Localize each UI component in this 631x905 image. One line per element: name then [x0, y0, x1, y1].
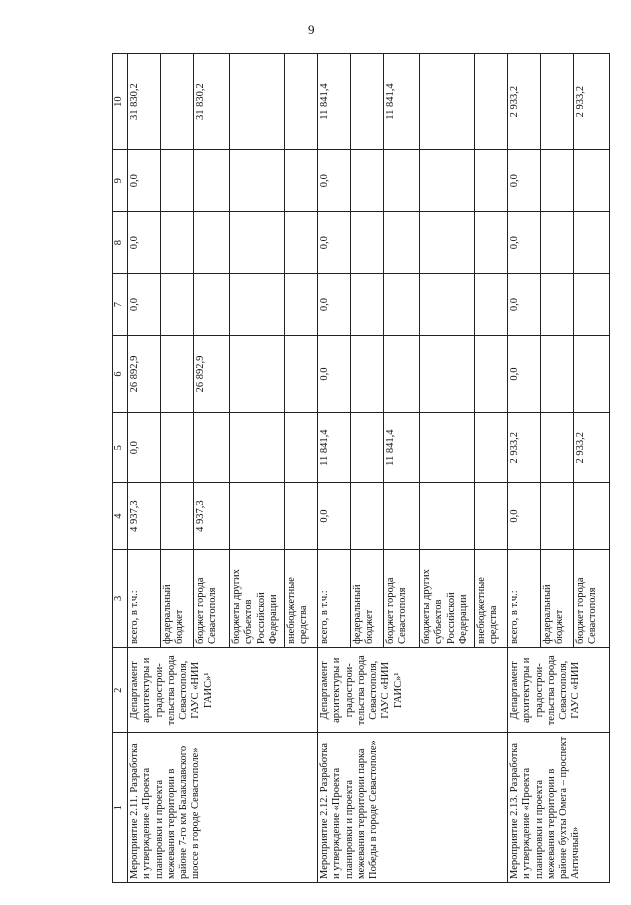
value-col-8: [541, 212, 574, 274]
value-col-9: [384, 150, 420, 212]
value-col-7: [230, 274, 285, 336]
value-col-10: [351, 54, 384, 150]
funding-source: бюджеты других субъектов Российской Федерации: [420, 549, 475, 647]
value-col-6: 0,0: [318, 336, 351, 413]
funding-source: федеральный бюджет: [161, 549, 194, 647]
value-col-8: [384, 212, 420, 274]
value-col-7: [285, 274, 318, 336]
value-col-8: [161, 212, 194, 274]
page-number: 9: [308, 22, 315, 37]
value-col-10: 11 841,4: [384, 54, 420, 150]
value-col-5: [541, 412, 574, 483]
value-col-7: [161, 274, 194, 336]
value-col-7: 0,0: [508, 274, 541, 336]
value-col-9: [351, 150, 384, 212]
value-col-6: [384, 336, 420, 413]
value-col-7: [420, 274, 475, 336]
value-col-4: [230, 483, 285, 549]
header-col-6: 6: [113, 336, 128, 413]
value-col-7: [541, 274, 574, 336]
value-col-4: 4 937,3: [194, 483, 230, 549]
value-col-9: [285, 150, 318, 212]
value-col-5: 0,0: [128, 412, 161, 483]
value-col-9: [475, 150, 508, 212]
value-col-8: 0,0: [128, 212, 161, 274]
value-col-9: [574, 150, 610, 212]
funding-source: бюджет города Севастополя: [574, 549, 610, 647]
value-col-5: 2 933,2: [574, 412, 610, 483]
value-col-10: 2 933,2: [508, 54, 541, 150]
value-col-9: 0,0: [318, 150, 351, 212]
value-col-7: [384, 274, 420, 336]
value-col-4: [285, 483, 318, 549]
header-col-3: 3: [113, 549, 128, 647]
value-col-4: [420, 483, 475, 549]
value-col-8: [574, 212, 610, 274]
header-col-8: 8: [113, 212, 128, 274]
funding-source: федеральный бюджет: [541, 549, 574, 647]
header-col-4: 4: [113, 483, 128, 549]
header-col-1: 1: [113, 733, 128, 883]
value-col-10: [420, 54, 475, 150]
value-col-9: [420, 150, 475, 212]
value-col-10: 2 933,2: [574, 54, 610, 150]
funding-source: внебюджетные средства: [475, 549, 508, 647]
value-col-10: 31 830,2: [128, 54, 161, 150]
funding-table: [112, 53, 610, 883]
rotated-table-container: [112, 53, 599, 883]
funding-source: бюджеты других субъектов Российской Федерации: [230, 549, 285, 647]
value-col-10: 11 841,4: [318, 54, 351, 150]
funding-source: внебюджетные средства: [285, 549, 318, 647]
value-col-6: 0,0: [508, 336, 541, 413]
value-col-10: [230, 54, 285, 150]
activity-executor: Департамент архитектуры и градострои-тельства города Севастополя, ГАУС «НИИ: [508, 648, 610, 733]
value-col-4: [161, 483, 194, 549]
value-col-9: 0,0: [128, 150, 161, 212]
value-col-8: 0,0: [508, 212, 541, 274]
funding-source: всего, в т.ч.:: [318, 549, 351, 647]
value-col-8: [351, 212, 384, 274]
value-col-5: [161, 412, 194, 483]
value-col-6: [351, 336, 384, 413]
value-col-4: [541, 483, 574, 549]
table-row: [508, 54, 541, 883]
value-col-10: [541, 54, 574, 150]
value-col-7: [351, 274, 384, 336]
activity-title: Мероприятие 2.13. Разработка и утверждение «Проекта планировки и проекта межевания территории в районе бухты Омега – проспект Античный»: [508, 733, 610, 883]
value-col-6: [541, 336, 574, 413]
value-col-5: 2 933,2: [508, 412, 541, 483]
value-col-4: 0,0: [318, 483, 351, 549]
value-col-8: [475, 212, 508, 274]
funding-source: всего, в т.ч.:: [128, 549, 161, 647]
funding-source: бюджет города Севастополя: [194, 549, 230, 647]
value-col-10: 31 830,2: [194, 54, 230, 150]
value-col-10: [475, 54, 508, 150]
value-col-8: [285, 212, 318, 274]
value-col-7: [194, 274, 230, 336]
value-col-5: 11 841,4: [318, 412, 351, 483]
value-col-6: 26 892,9: [128, 336, 161, 413]
value-col-6: [285, 336, 318, 413]
value-col-9: [541, 150, 574, 212]
activity-executor: Департамент архитектуры и градострои-тельства города Севастополя, ГАУС «НИИ ГАИС»¹: [128, 648, 318, 733]
value-col-7: [574, 274, 610, 336]
header-row: [113, 54, 128, 883]
value-col-4: 0,0: [508, 483, 541, 549]
value-col-6: [230, 336, 285, 413]
value-col-7: [475, 274, 508, 336]
value-col-4: [384, 483, 420, 549]
activity-title: Мероприятие 2.12. Разработка и утверждение «Проекта планировки и проекта межевания территории парка Победы в городе Севастополе»: [318, 733, 508, 883]
value-col-5: 11 841,4: [384, 412, 420, 483]
table-row: [128, 54, 161, 883]
value-col-5: [475, 412, 508, 483]
table-row: [318, 54, 351, 883]
value-col-6: [420, 336, 475, 413]
funding-source: бюджет города Севастополя: [384, 549, 420, 647]
value-col-5: [230, 412, 285, 483]
header-col-10: 10: [113, 54, 128, 150]
value-col-8: 0,0: [318, 212, 351, 274]
value-col-8: [230, 212, 285, 274]
value-col-7: 0,0: [318, 274, 351, 336]
activity-title: Мероприятие 2.11. Разработка и утверждение «Проекта планировки и проекта межевания территории в районе 7-го км Балаклавского шоссе в городе Севастополе»: [128, 733, 318, 883]
value-col-10: [161, 54, 194, 150]
value-col-4: 4 937,3: [128, 483, 161, 549]
value-col-6: [574, 336, 610, 413]
value-col-9: [194, 150, 230, 212]
value-col-6: [161, 336, 194, 413]
header-col-2: 2: [113, 648, 128, 733]
value-col-5: [285, 412, 318, 483]
funding-source: всего, в т.ч.:: [508, 549, 541, 647]
value-col-6: 26 892,9: [194, 336, 230, 413]
value-col-4: [574, 483, 610, 549]
value-col-9: [161, 150, 194, 212]
value-col-8: [420, 212, 475, 274]
header-col-7: 7: [113, 274, 128, 336]
activity-executor: Департамент архитектуры и градострои-тельства города Севастополя, ГАУС «НИИ ГАИС»¹: [318, 648, 508, 733]
value-col-7: 0,0: [128, 274, 161, 336]
value-col-5: [351, 412, 384, 483]
value-col-9: 0,0: [508, 150, 541, 212]
funding-source: федеральный бюджет: [351, 549, 384, 647]
value-col-4: [475, 483, 508, 549]
value-col-9: [230, 150, 285, 212]
value-col-10: [285, 54, 318, 150]
header-col-5: 5: [113, 412, 128, 483]
value-col-5: [420, 412, 475, 483]
value-col-6: [475, 336, 508, 413]
value-col-8: [194, 212, 230, 274]
header-col-9: 9: [113, 150, 128, 212]
value-col-5: [194, 412, 230, 483]
value-col-4: [351, 483, 384, 549]
